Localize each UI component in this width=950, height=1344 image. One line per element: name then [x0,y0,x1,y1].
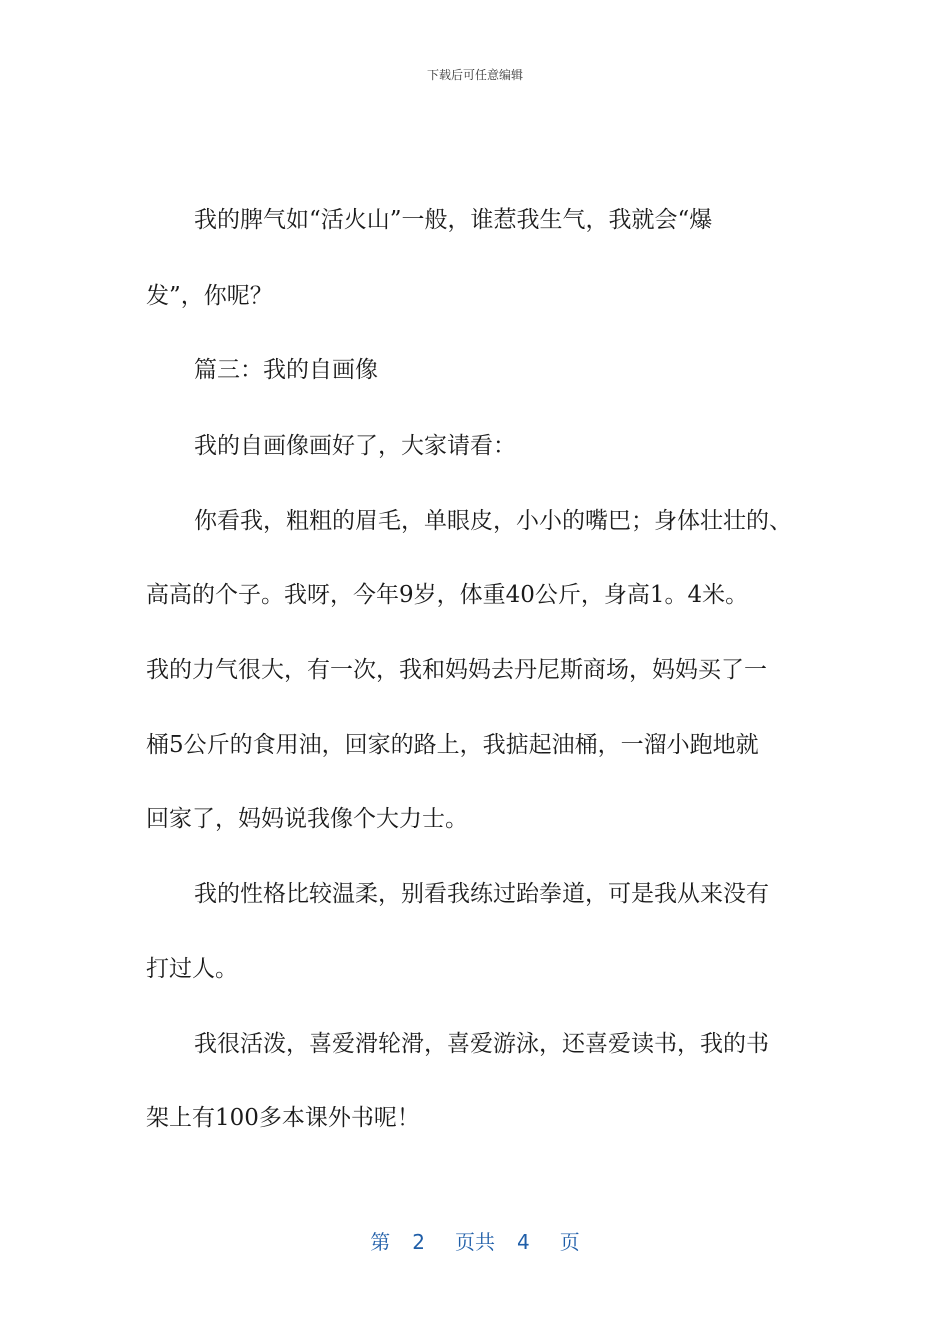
footer-middle: 页共 [455,1230,495,1254]
total-pages-number: 4 [517,1230,530,1254]
paragraph-line: 高高的个子。我呀，今年9岁，体重40公斤，身高1。4米。 [146,582,749,608]
paragraph-line: 我的性格比较温柔，别看我练过跆拳道，可是我从来没有 [194,881,769,907]
paragraph-line: 我的脾气如“活火山”一般，谁惹我生气，我就会“爆 [194,207,713,233]
paragraph-line: 架上有100多本课外书呢！ [146,1105,420,1131]
footer-prefix: 第 [370,1230,391,1254]
current-page-number: 2 [412,1230,425,1254]
paragraph-line: 发”，你呢？ [146,283,273,309]
paragraph-line: 你看我，粗粗的眉毛，单眼皮，小小的嘴巴；身体壮壮的、 [194,508,792,534]
paragraph-line: 回家了，妈妈说我像个大力士。 [146,806,468,832]
header-note: 下载后可任意编辑 [426,68,523,82]
paragraph-line: 打过人。 [146,956,238,982]
paragraph-line: 我很活泼，喜爱滑轮滑，喜爱游泳，还喜爱读书，我的书 [194,1031,769,1057]
paragraph-line: 我的力气很大，有一次，我和妈妈去丹尼斯商场，妈妈买了一 [146,657,767,683]
section-heading: 篇三：我的自画像 [194,357,378,383]
paragraph-line: 我的自画像画好了，大家请看： [194,433,516,459]
paragraph-line: 桶5公斤的食用油，回家的路上，我掂起油桶，一溜小跑地就 [146,732,759,758]
page-footer [0,1226,950,1255]
footer-suffix: 页 [559,1230,580,1254]
